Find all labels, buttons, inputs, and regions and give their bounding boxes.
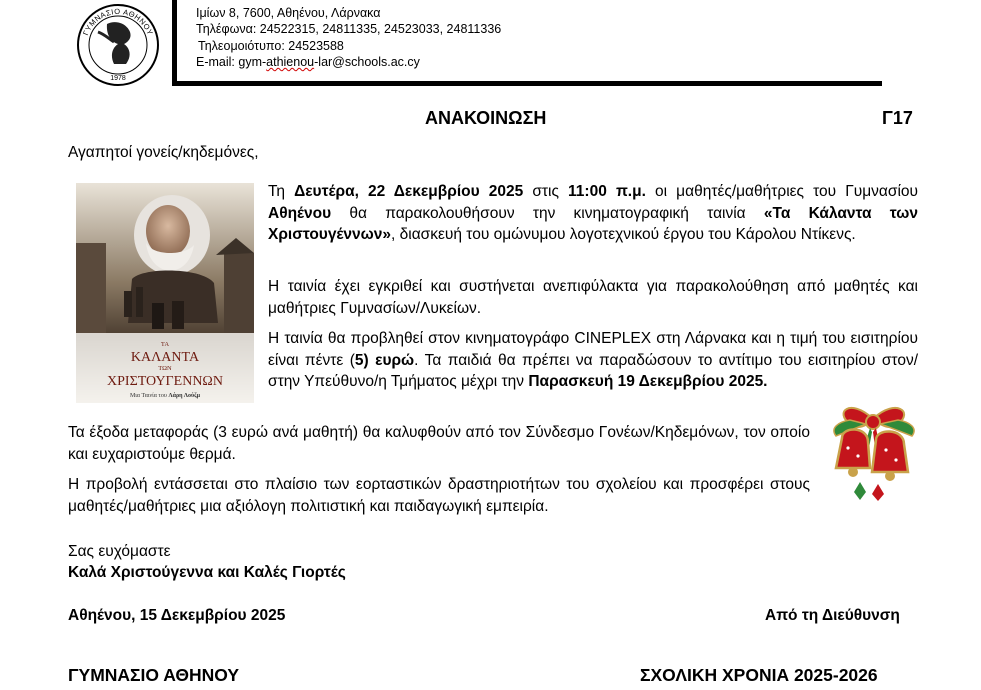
footer-school: ΓΥΜΝΑΣΙΟ ΑΘΗΝΟΥ — [68, 665, 240, 685]
header-address: Ιμίων 8, 7600, Αθηένου, Λάρνακα — [196, 6, 381, 20]
header-email: E-mail: gym-athienou-lar@schools.ac.cy — [196, 55, 420, 69]
poster-title-small: ΤΑ — [160, 341, 170, 348]
email-squiggle: athienou — [266, 55, 315, 69]
signature: Από τη Διεύθυνση — [765, 607, 900, 624]
footer-school-year: ΣΧΟΛΙΚΗ ΧΡΟΝΙΑ 2025-2026 — [640, 665, 878, 685]
poster-credit: Μια Ταινία του Λάρη Λούζμ — [129, 393, 201, 399]
header-phones: Τηλέφωνα: 24522315, 24811335, 24523033, 24811336 — [196, 22, 502, 36]
school-logo — [74, 2, 162, 88]
page-title: ΑΝΑΚΟΙΝΩΣΗ — [425, 108, 547, 128]
poster-title-small2: ΤΩΝ — [158, 365, 172, 372]
christmas-bells-icon — [820, 398, 926, 502]
poster-title-line1: ΚΑΛΑΝΤΑ — [130, 350, 200, 365]
closing-greeting: Καλά Χριστούγεννα και Καλές Γιορτές — [68, 564, 346, 581]
paragraph-price: Η ταινία θα προβληθεί στον κινηματογράφο CINEPLEX στη Λάρνακα και η τιμή του εισιτηρίου είναι πέντε (5) ευρώ. Τα παιδιά θα πρέπει να παραδώσουν το αντίτιμο του εισιτηρίου στον/στην Υπεύθυνο/η Τμήματος μέχρι την Παρασκευή 19 Δεκεμβρίου 2025. — [268, 330, 919, 390]
poster-title-line2: ΧΡΙΣΤΟΥΓΕΝΝΩΝ — [107, 374, 223, 389]
film-poster — [76, 183, 254, 403]
paragraph-activity: Η προβολή εντάσσεται στο πλαίσιο των εορταστικών δραστηριοτήτων του σχολείου και προσφέρει στους μαθητές/μαθήτριες μια αξιόλογη πολιτιστική και παιδαγωγική εμπειρία. — [68, 476, 810, 515]
greeting: Αγαπητοί γονείς/κηδεμόνες, — [68, 144, 259, 161]
paragraph-transport: Τα έξοδα μεταφοράς (3 ευρώ ανά μαθητή) θα καλυφθούν από τον Σύνδεσμο Γονέων/Κηδεμόνων, τον οποίο και ευχαριστούμε θερμά. — [68, 424, 810, 463]
header-horizontal-rule — [172, 81, 882, 86]
paragraph-approval: Η ταινία έχει εγκριθεί και συστήνεται ανεπιφύλακτα για παρακολούθηση από μαθητές και μαθήτριες Γυμνασίων/Λυκείων. — [268, 278, 918, 317]
header-fax: Τηλεομοιότυπο: 24523588 — [198, 39, 344, 53]
closing-wish: Σας ευχόμαστε — [68, 543, 171, 560]
document-code: Γ17 — [882, 108, 913, 128]
header-vertical-rule — [172, 0, 177, 86]
logo-arc-text: ΓΥΜΝΑΣΙΟ ΑΘΗΝΟΥ — [81, 6, 155, 37]
place-date: Αθηένου, 15 Δεκεμβρίου 2025 — [68, 607, 286, 624]
logo-year: 1978 — [110, 75, 126, 82]
paragraph-event: Τη Δευτέρα, 22 Δεκεμβρίου 2025 στις 11:00 π.μ. οι μαθητές/μαθήτριες του Γυμνασίου Αθηένου θα παρακολουθήσουν την κινηματογραφική ταινία «Τα Κάλαντα των Χριστουγέννων», διασκευή του ομώνυμου λογοτεχνικού έργου του Κάρολου Ντίκενς. — [268, 183, 918, 243]
